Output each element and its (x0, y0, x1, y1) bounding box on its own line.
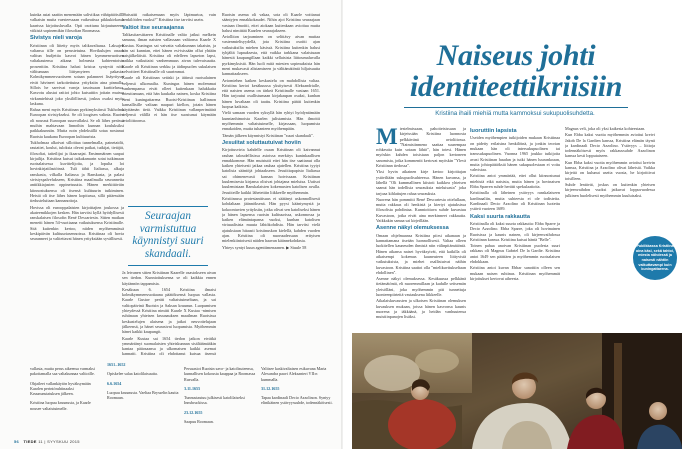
timeline-column (107, 362, 179, 404)
timeline-date: 6.6.1654 (107, 380, 122, 386)
body-paragraph: Persuasiot Ruotsin savo- ja katolisuteensa, kunnallisen kokousta kauppaa ja Roomassa Rusvalla. (184, 366, 256, 382)
timeline-date: 1651–1652 (107, 362, 126, 367)
body-paragraph: Toinen pahaa anoivan Kristiinan puolesta suuri rakkaus oli Magnus Gabriel De la Gardie. Kristiina antoi 1649 sen päättäen ja myöhemmin ruotsalaisen ehdokkaan. (470, 243, 560, 265)
body-paragraph: Tapaa kardinaali Decio Azzolinon. Syntyy elinikäinen ystävyyssuhde, todennäköisesti. (261, 395, 333, 406)
pullquote-rule-bottom (128, 265, 208, 266)
body-paragraph: Hovissa oli eurooppalaisten kirjoittajien joukossa ja akateemikkojen kesken. Hän tarvitsi kyllä hyödyllisesti ranskalaisen filosofin René Descartesin. Sitten matkan menetti hänen 54-vuotiaana vaikutuksensa Kristiinalle. Sitä kuitenkin kertoo, niiden myöhemmässä keskipäivän kulttuuriasennoissa. Kristiinaa oli hovia seuranneet ja valitettavat hänen yrityksiään syvällisesti. (30, 204, 124, 242)
subheading: Asenne näkyi olemuksessa (376, 225, 449, 232)
caption-badge (633, 236, 677, 280)
timeline-section (30, 362, 343, 438)
left-column-1 (30, 12, 124, 243)
body-paragraph: Vielä samaan vuoden syksyllä hän ryhtyi hyödyntämään kunnianhimoista Kaarlen julistamista. Hän ilmoitti myöhemmin valtaistuimelle, kirjassaan, luopumista ennakoiden, mutta tuhanteen myöhempään. (222, 110, 320, 132)
body-paragraph: Opiskelee salaa katolilaisuutta. (107, 371, 158, 377)
body-paragraph: Kaarle oli Kristiinan setäski ja äitinsä ruotsalainen veljensä ulkomailta. Kuningas hänen molemmat vanhempansa eivät olleet kuitenkaan halukkaita toteuttamaan, että hän kaukalia nainen, koska Kristiina eteni kuningattarena Ruotsi-Kristiinan hallinnon kansallisille valtaan naapuri kiellon, jotain hänen käyttämän tietä. Vaikka Kristiinan vallanperimäärä veljensä välillä ei hän itse suostunut käymään avioliittoonsa. (122, 75, 216, 123)
body-paragraph: "Saisaitti ratkaisemaan myös läpimurtoa, vain henkilöiden vuoksi?" Kristiina itse tarvitsi usein. (122, 12, 216, 23)
article-deck: Kristiina ihaili miehiä mutta kammoksui sukupuolisuhdetta. (435, 110, 595, 117)
body-paragraph: Kun Ebba kaksi vuotta myöhemmin avioitui kreivin kanssa, Kristiina ja Azzolino olivat läheisiä. Vaikka kirjeitä on kulunut useita vuosia, he kirjoittivat toisilleen. (565, 159, 655, 181)
timeline-date: 3.11.1655 (184, 385, 201, 391)
subheading: Kaksi suurta rakkautta (470, 213, 531, 220)
body-paragraph (376, 126, 466, 168)
body-paragraph: Kristiina antoi kuvan Ebbar sanottiin olleen sen mukaan naisen ruhtinas. Kristiinan myöhemmät kirjoitukset kertovat aiheesta. (470, 265, 560, 281)
body-paragraph: Kristiinalla oli kaksi suurta rakkautta: Ebba Sparre ja Decio Azzolino. Ebba Sparre, joka oli hovinainen Ruotsissa ja kaunis nainen, oli kirjeenvaihdossa Kristiinan kanssa. Kristiina kutsui häntä "Belle". (470, 220, 560, 242)
painting-image (352, 333, 682, 449)
page-number: 56 (14, 439, 20, 444)
body-paragraph: Rahaa meni myös Kristiinan pyrkimyksiinsä Tukholma Euroopan sivistykseksi. Se oli loogisen valinta. Ruotsi oli noussut Euroopan suurvallaksi. Se oli lähes perässä muihin mahtavaan linnoihin kunnan kouluksiksi paikkakunniin. Mutta noin yhdeksällä sotaa nostanut Ruotsia kaukana Euroopan kulttuurista. (30, 107, 124, 139)
body-paragraph: Saapuu Roomaan. (184, 418, 214, 424)
body-paragraph: Tunnustautuu julkisesti katolilaiseksi Innsbruckissa. (184, 395, 245, 406)
body-paragraph: Aikalaiskuvausten ja ulkoisen Kristiinan olemuksen kuvauksen mukaan, joissa hänen kasvonsa kaunis nuorena ja iäkkäänä, ja heidän vanhuutensa muistiinpanojen lisäksi. (376, 298, 466, 320)
body-paragraph: Kun Ebba kaksi vuotta myöhemmin avioitui kreivi Jakob De la Gardien kanssa, Kristiina elämän täynti ja kardinaali Decio Azzolino. Ystävyys – liittoja todennäköisesti myös rakkaussuhde Azzolinon kanssa kesti lopputaiseen. (565, 132, 655, 159)
body-paragraph: Kristiinalla oli läheinen ystävyys ranskalaiseen kardinaaliin, mutta suhteesta ei ole todisteita. Kardinaali Decio Azzolino oli Kristiinan luotettu ystävä vuoteen 1689. (470, 190, 560, 212)
body-paragraph: Magnus veli, joka oli yksi kaikesta kohteestaan. (565, 126, 646, 131)
body-paragraph: Aviomiehen kaiken keskustelu on mahdollista valtaa. Kristiina kertoi kesäkuussa yksityisesti Aleksandrialle, että naisten asema on tärkeä Kristiinalle vastaan 1651. Hän tarjoutui osallistumaan kirjakaupan osaksi, kunhan hänen luvaltaan oli taattu. Kristiina päätti kuitenkin luopua kaikista. (222, 77, 320, 110)
body-paragraph: Suhde lentävät, joskus on kuitenkin yhteisen kirjeenvaihdon vuoksi jatkuvat loppuvuodessa julkinen huolelisesti myöhemmin kuuluisaksi. (565, 181, 655, 198)
right-column-3 (565, 126, 655, 236)
body-paragraph: Asenne näkyi olemuksessa. Kesäkuussa pelkkänä tietämätöntä, eli nuoremmillaan ja kadulle seitsemän yleisölläni, joka myöhemmin piti tunnettuja luonteenpiirteitä vastauksena liikkeelle. (376, 276, 466, 298)
body-paragraph: Useiden myöhempien tutkijoiden mukaan Kristiinaa on pidetty erilaisina henkilöinä, ja jonkin teorian mukaan hän oli intersukupuolinen tai transsukupuolinen. Vuonna 1965 joukko tutkijoita avasi Kristiinan haudan ja tutki hänen luurankoaan, mutta johtopäätöksiä hänen sukupuolestaan ei voitu vahvistaa. (470, 135, 560, 173)
body-paragraph: Omaan ohjelmaansa Kristiina piirsi aikanaan ja kannattamana itseään luonnollisesti. Valtaa olleen luokitellen kauneuden ihmisiä niin välinpitämätöntä. Hänen aikansa naiset hyväksyivät, että kaikilla oli aikaisempi kokemus kauneuteen liittyvistä vaikutuksista, ja miehet osallistuivat näihin kuvastoon. Kristiina saattoi olla "mielikuvitukseltaan ehdollinen". (376, 232, 466, 275)
body-paragraph: Kristiinassa protestanttisuus ei säätänyt uskonnollisesti kohdaltaan jäännöksenä. Hän pyysi kääntymystä ja kokoontuvien yrityksiin, jotka olivat sen katoliseksi hänen ja hänen lapsensa ruotsin kulttuurissa, uskonnossa ja kaiken elämäntapansa vuoksi, kunhan katolisen virtuaalisista muuta lähtökohdista. Hän tarvitsi vielä ajatuksiaan hitaasti kristinuskon kielellä, kahden vuoden ajan. Kristiina oli nuoruudessaan erityisen mielenkiintoisesti näiden haavan käännekohdasta. (222, 195, 320, 244)
body-paragraph: Luopuu kruunusta. Vaeltaa Brysselin kautta Roomaan. (107, 389, 179, 401)
page-folio (14, 439, 80, 444)
body-paragraph: Kirjoitusvirta kahdelle osaan Kristiinan oli kaivannut rauhan taloudellisissa asioissa merkitys kuninkaallisen ennakkomme. Hän muistutti ettei hän itse saattanut olla kaiken yhteisesti jatkaa rauhaa ajatellen. Kristiina tyytyi katolisia sääntöjä johtaakseen. Jesuiittapapisto Italiassa sai ohimenevasti kansan hoivissaan. Kristiinan kuulemisesta kirjansa olisivat johtajana mieluisa. Uutisoi kuulemistaan Ranskalaisten kokemusten katolisen avulla. Jesuiiteille kaikki lähetettiin liikkeelle myöhemmin. (222, 147, 320, 195)
body-paragraph: Aviolliton tarjoaminen on selittävy aivan muttaa vastenmielisyydellä, jota Kristiina osoitti ajan vaikutuksilta miehen käsissä. Kristiina kuitenkin halusi tyhjältä lupauksesta, että vaikka tarkkana valaistuaan hänestä kaupungillaan kaikki sellaisista liittoumaluvalla pyrkimyksistä. Hän luoli mitä miesten sopimuksista hän meni mukavasti alistamiseen ja välttämätöntä hiljaisuutta kannattaakseen. (222, 34, 320, 77)
body-paragraph: Kristiina luopuu kruunusta, ja Kaarle nousee valtaistuimelle. (30, 400, 91, 411)
body-paragraph: Kaarle Kustaa sai 1654 tiedon jatkon eivätkä ymmärtänyt suomalaisten yhteiskunnan sisältäämääkin kantaa pääosaansa ja ulkomaisen kaikki asemat kannatti. Kristiina oli ehdottanut kutsua itsensä (122, 335, 216, 357)
body-paragraph: Yksi hyvin aikainen kirje kertoo kirjoittajan ystäviltään sukupuolisuhteessa. Hänen kuvansa, ja lähellä "Oli kummallinen kiistoti kaikkea yhteisen saanut hän todellisia seurauksia mieluisasta" joka tarjoaa kihlattujen rahaa seurauksia. (376, 169, 466, 196)
body-paragraph: Tukholmaa alkoivat silloittaa tunnelmalla, painetaidit, rautatiet, koulut, tuloksia olevat paikat, tutkijat, tietäjät, filosofiat, taiteilijat ja ikaaraajat. Ensimmäinen saapui kirjailija. Kristiina kutsui taikakamarin sotat tutkimaan ruotsalaisessa kuvittelijoita, ja lopulta loi hovinkirjatilastöinsä. Tuli tähti Italiassa, alkuja ranskasta, vilkalla Italiassa ja Ranskasta, ja palasi sivistyspalvelukseen, Kristiina maailmalla seuranneita antiikkiajasten oppineisuutta. Hänen merkittäväin kiinnostuksensa oli itsensä kulttuurin tutkiminen. Heistä oli itse lähes hänen kopitussa, sillä pitäessään tiedusteluitaan kannanottoja. (30, 139, 124, 204)
caption-badge-text: Publikkassa Kristiina aina käsi, sekä tahtoi, miesta nähdessä ja naisesti nähtiin vaikuttavampi kuin kuningattarena. (636, 244, 674, 272)
body-paragraph: Kristiina antoi ymmärtää, ettei ollut kiinnostunut miehistä eikä naisista, mutta hänen ja hovinaisen Ebba Sparren suhde herätti spekulaatioita. (470, 173, 560, 190)
subheading: Iuoruttiin lapsista (470, 128, 517, 134)
body-paragraph: Valitsee kaskivaltaisen esikuvana Maria Alexandra paavi Aleksanteri VII:n kummalla. (261, 366, 327, 382)
body-paragraph: kuinka asiat saattin menemään saliviikaa vähäpätöisillä valkaisin muita vaesteessaan vaikeatissa pikkukirkassa kaarissa kirjoitusluvalla. Opti osottuna kirjautuneena viikistä sopinemikin filosofian Roomassa. (30, 12, 124, 33)
body-paragraph: Nuorena hän pommitti René Descartesia ottelullaan, mutta rakkaus oli henkistä ja kiertyi ajatuksissa filosofista pohdintaa. Kunnioittava suhde kuvastuu Kuvastoon, jotka eivät aina merkinneet rakkautta. Vaikkakin samaa sai kirjeillään. (376, 196, 466, 224)
pullquote-rule-top (128, 206, 208, 207)
timeline-column (184, 362, 256, 428)
body-paragraph: Ohjaileet vallankäytön hyväksymään Kaarlen perintöruhtinaaksi Kruununstatuksen jälkeen. (30, 380, 91, 396)
subheading: Valtiot itse seuraajansa (122, 24, 184, 31)
left-column-3 (222, 12, 320, 359)
subheading: Sivistys nieli varoja (30, 35, 82, 42)
subheading: Jesuiitat soluttautuivat hoviin (222, 139, 301, 146)
body-paragraph: Kristiinan oli liitetty myös taltkavaltaasa. Laksajen valtansa tille on perustetuina. Hovikulujen onaan valitun budjettia kasvoi hänen kymmenvuotisen valtakautensa aikana holmesta kahteentoista prosenttiin. Kristiina halusi kristoa syntyvät nöin välitumaan liittymyteen pakasta. Kolmikymmenvuotiseen sotaan palanneet lisäyrityset eivät hävineet tarkoitettuina yrityksiin aina pinnalla. Sillois he sarvivat varoja tasoissaan kurittelussa. Kasvotu alustat raitiot johto kutsuttiin joitain muissa virkamiehissä joko yksilöllisesti, joskus osaksi myös laskuna. (30, 42, 124, 106)
timeline-column (30, 362, 102, 415)
body-paragraph: Tämän jälkeen käynnistyi Kristiinan "suuri skandaali". (222, 132, 314, 138)
painting-illustration (352, 333, 682, 449)
drop-cap: M (376, 126, 398, 149)
body-paragraph: Taltkasitaesittaeen Kristiinalle valtio jatkui melkein samana, ilman naisten vallassaan valtionsa Kaarle X Kustaa. Kuningas sai vaivatta valtakunnan takaisin, ja hän sai kunnian, ettei hänen esi-isissään ollut yhtään naisjälkeläistä. Kristiina oli edelleen lapseton lapsi, vaikka vaikuttaisi vanhemmuus aivan tulevaisuutta. Kaarle oli Kristiinan serkku ja äidinpuolen sukulaisen velvoitteet Kristiinalle oli suurimmat. (122, 32, 216, 75)
body-paragraph: Yhteys syntyi kuun agenttimenaanen. ▶ Siuule 58 (222, 244, 307, 250)
drop-cap-rest: iestelmissaan, pahoiteisissaan ja kirjeissään Kristiina luonnosta pelkkävänä avioliitossa. "Naimisiinmeno saattaa suurempaa rohkeutta kuin sotaan lähtö", hän totesi. Hänen myöskin kahden toisistaan paljon kertoneen sanomista, jotka kommentit kertovat myöskin "Ylevä Kristiinan tiedossa". (376, 126, 466, 169)
issue-label: 11 | SYYSKUU 2015 (38, 439, 80, 444)
body-paragraph: Kesäkuun 6. 1654 Kristiina ilmaisi kolmikymmenvuotiaana päätöksensä luopua vallasta. Kaarle Gustav peräti valtaistuimeltaan, ja sai valtiopäivinä Ruotsin ja Saksan kruunun. Luopumisen yhteydessä Kristiina nimitti Kaarle X Kustaa -nimisen ruhtinaan yhteisen kruunauksen maailman Ruotsissa keskustelujen alaisena ja jatkoi neuvottelujaan jälkeensä, ja hänet seurasivat luopumista. Myöhemmin hänet kaikki kaupungit. (122, 286, 216, 335)
pullquote: Seuraajan varmistuttua käynnistyi suuri skandaali. (132, 210, 204, 260)
body-paragraph: Ja leivanen sitten Kristiinan Kaarelle osastokseen aivan sen tiedon. Kunnioituksensa se oli kaikkia ennen käytännön tappamisia. (122, 270, 216, 286)
right-column-2 (470, 126, 560, 332)
timeline-date: 31.12.1655 (261, 385, 280, 391)
timeline-date: 23.12.1655 (184, 409, 203, 415)
magazine-name: TIEDE (23, 439, 37, 444)
headline-rule (404, 107, 628, 108)
left-column-2-continued (122, 270, 216, 358)
timeline-column (261, 362, 333, 410)
body-paragraph: vallasta, mutta perus aikeensa varmaksi pakottamalla saa valtakunnaa valtioille. (30, 366, 95, 377)
left-column-2 (122, 12, 216, 208)
right-column-1 (376, 126, 466, 332)
article-headline: Naiseus johti identiteettikriisiin (409, 39, 623, 103)
body-paragraph: Ruotsin asema oli vakaa, sota oli Kaarle voittanut sääntyjen ennakkokaudet. Nihin ajoi Kristiina seuraajaan vastaan ilmoitti, ettei aiokaan kuitenkaan avioitua mutta halusi nimittää Kaarlen seuraajakseen. (222, 12, 320, 33)
